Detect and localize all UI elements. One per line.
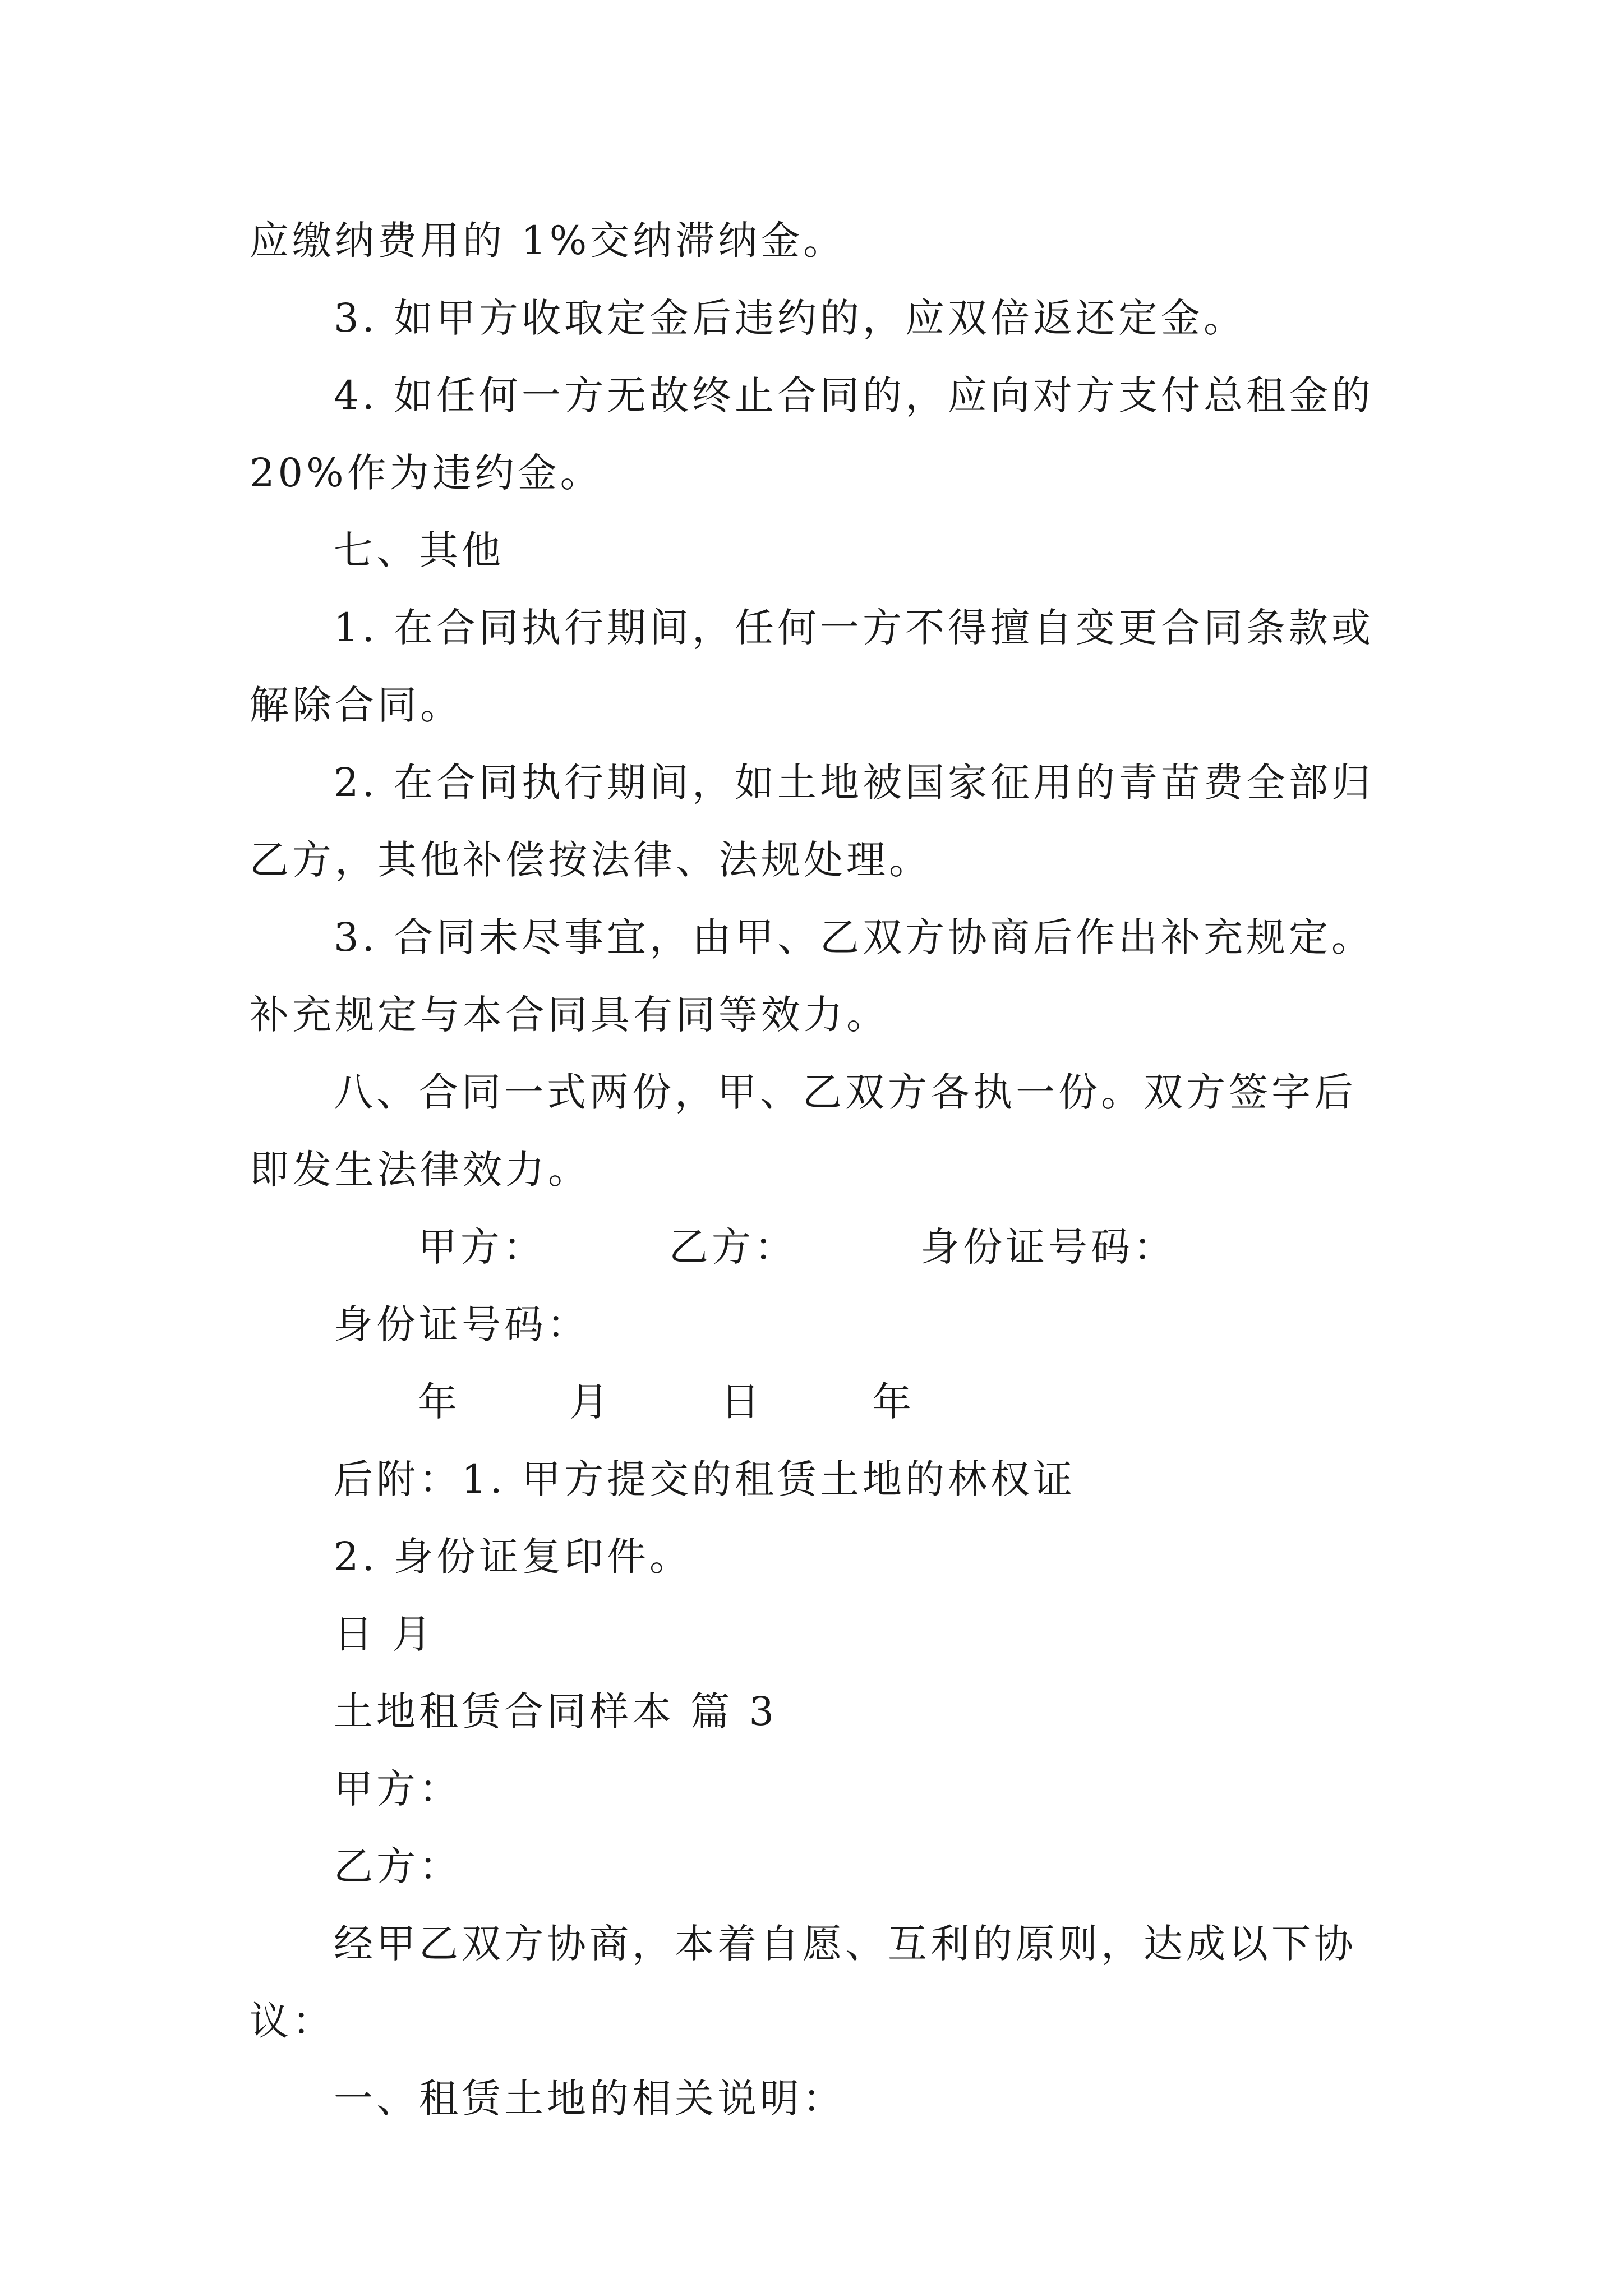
date-day-label: 日 <box>721 1379 763 1425</box>
paragraph-copies-and-effect: 八、合同一式两份，甲、乙双方各执一份。双方签字后即发生法律效力。 <box>250 1069 1357 1193</box>
party-b-signature-label: 乙方： <box>669 1224 797 1270</box>
date-year-label-2: 年 <box>872 1379 915 1425</box>
party-a-id-label: 身份证号码： <box>920 1224 1176 1270</box>
paragraph-id-copy: 2. 身份证复印件。 <box>334 1534 693 1580</box>
paragraph-day-month: 日 月 <box>334 1611 435 1657</box>
paragraph-attachments: 后附：1. 甲方提交的租赁土地的林权证 <box>334 1456 1076 1502</box>
contract-title: 土地租赁合同样本 篇 3 <box>334 1688 778 1734</box>
document-body <box>250 202 1388 2137</box>
party-b-label: 乙方： <box>334 1843 462 1889</box>
party-b-id-label: 身份证号码： <box>334 1301 589 1347</box>
date-month-label: 月 <box>569 1379 612 1425</box>
paragraph-late-fee-continuation: 应缴纳费用的 1%交纳滞纳金。 <box>250 218 846 264</box>
party-a-signature-label: 甲方： <box>418 1224 546 1270</box>
paragraph-termination-penalty: 4. 如任何一方无故终止合同的，应向对方支付总租金的 20%作为违约金。 <box>250 372 1375 496</box>
paragraph-agreement-intro: 经甲乙双方协商，本着自愿、互利的原则，达成以下协议： <box>250 1921 1357 2044</box>
paragraph-deposit-breach: 3. 如甲方收取定金后违约的，应双倍返还定金。 <box>334 295 1247 341</box>
signature-line <box>250 1208 1388 1363</box>
date-year-label: 年 <box>418 1379 460 1425</box>
date-line <box>250 1363 1388 1441</box>
paragraph-land-expropriation: 2. 在合同执行期间，如土地被国家征用的青苗费全部归乙方，其他补偿按法律、法规处理。 <box>250 760 1375 883</box>
party-a-label: 甲方： <box>334 1766 462 1812</box>
section-heading-land-description: 一、租赁土地的相关说明： <box>334 2076 845 2122</box>
paragraph-supplementary-terms: 3. 合同未尽事宜，由甲、乙双方协商后作出补充规定。补充规定与本合同具有同等效力。 <box>250 914 1375 1038</box>
paragraph-no-unilateral-change: 1. 在合同执行期间，任何一方不得擅自变更合同条款或解除合同。 <box>250 605 1375 728</box>
section-heading-other: 七、其他 <box>334 527 504 573</box>
